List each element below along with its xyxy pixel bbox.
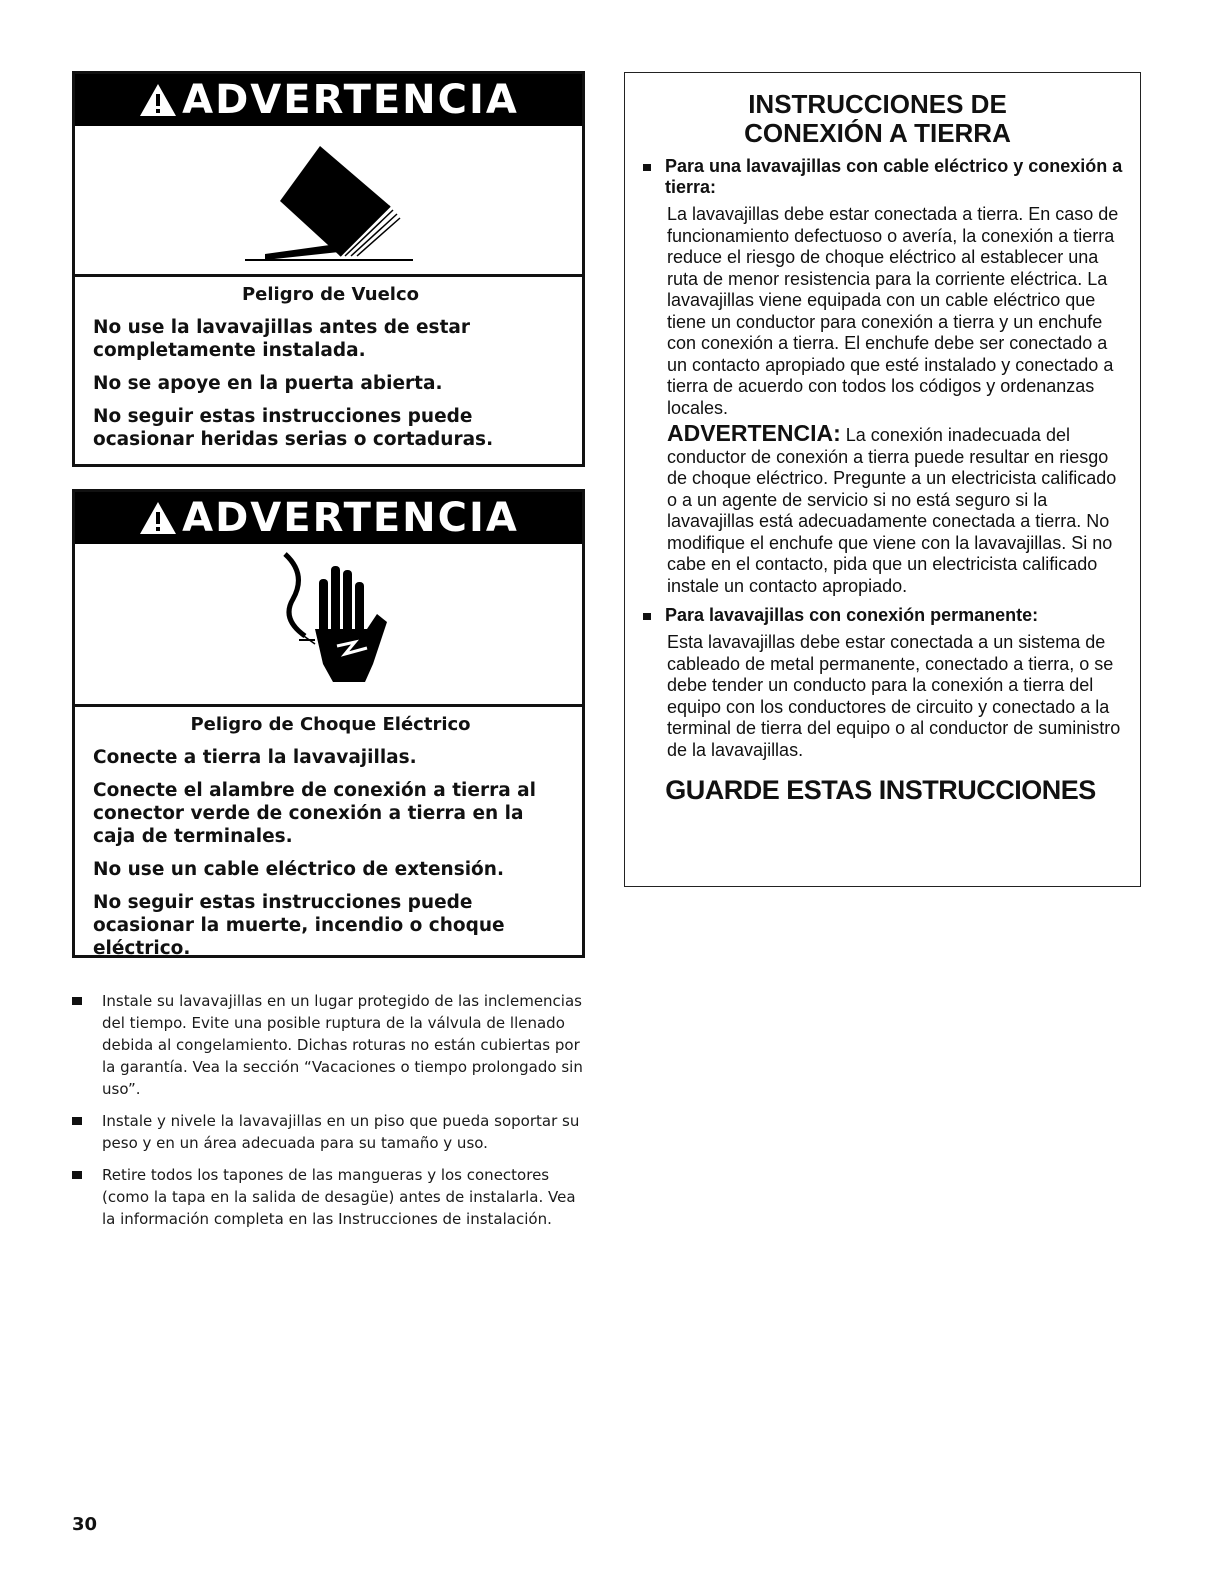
bullet-icon — [72, 1171, 82, 1179]
grounding-item-body: La lavavajillas debe estar conectada a tierra. En caso de funcionamiento defectuoso o avería, la conexión a tierra reduce el riesgo de choque eléctrico al establecer una ruta de menor resistencia para la corriente eléctrica. La lavavajillas viene equipada con un cable eléctrico que tiene un conductor para conexión a tierra y un enchufe con conexión a tierra. El enchufe debe ser conectado a un contacto apropiado que esté instalado y conectado a tierra de acuerdo con todos los códigos y ordenanzas locales. — [667, 204, 1119, 418]
grounding-title-line: INSTRUCCIONES DE — [748, 89, 1007, 119]
list-item — [72, 990, 587, 1100]
grounding-instructions-box — [624, 72, 1141, 887]
warning-title: ADVERTENCIA — [182, 495, 519, 541]
grounding-warning-text: La conexión inadecuada del conductor de conexión a tierra puede resultar en riesgo de choque eléctrico. Pregunte a un electricista calificado o a un agente de servicio si no está seguro si la lavavajillas está adecuadamente conectada a tierra. No modifique el enchufe que viene con la lavavajillas. Si no cabe en el contacto, pida que un electricista calificado instale un contacto apropiado. — [667, 425, 1117, 596]
grounding-item-heading: Para una lavavajillas con cable eléctrico y conexión a tierra: — [665, 156, 1123, 197]
warning-title: ADVERTENCIA — [182, 77, 519, 123]
warning-caption: Peligro de Vuelco — [241, 284, 419, 305]
warning-line: No seguir estas instrucciones puede ocasionar heridas serias o cortaduras. — [93, 406, 494, 450]
grounding-title-line: CONEXIÓN A TIERRA — [744, 118, 1011, 148]
grounding-item-body: Esta lavavajillas debe estar conectada a un sistema de cableado de metal permanente, conectado a tierra, o se debe tender un conducto para la conexión a tierra del equipo con los conductores de circuito y conectado a la terminal de tierra del equipo o al conductor de suministro de la lavavajillas. — [667, 632, 1121, 760]
installation-notes-list — [72, 990, 587, 1240]
warning-caption: Peligro de Choque Eléctrico — [190, 714, 471, 735]
bullet-icon — [643, 164, 651, 171]
bullet-icon — [72, 1117, 82, 1125]
warning-line: Conecte a tierra la lavavajillas. — [93, 747, 417, 768]
electric-shock-hand-icon — [75, 544, 582, 704]
grounding-warning-paragraph — [667, 420, 1126, 597]
bullet-icon — [72, 997, 82, 1005]
tip-over-art — [75, 126, 582, 277]
list-item — [72, 1110, 587, 1154]
grounding-item-heading: Para lavavajillas con conexión permanente: — [665, 605, 1039, 625]
tip-over-warning-box — [72, 71, 585, 467]
warning-line: No use un cable eléctrico de extensión. — [93, 859, 504, 880]
list-item-text: Instale su lavavajillas en un lugar protegido de las inclemencias del tiempo. Evite una posible ruptura de la válvula de llenado debida al congelamiento. Dichas roturas no están cubiertas por la garantía. Vea la sección “Vacaciones o tiempo prolongado sin uso”. — [102, 992, 583, 1098]
page-number: 30 — [72, 1514, 98, 1535]
warning-line: No se apoye en la puerta abierta. — [93, 373, 443, 394]
list-item-text: Retire todos los tapones de las mangueras y los conectores (como la tapa en la salida de desagüe) antes de instalarla. Vea la información completa en las Instrucciones de instalación. — [102, 1166, 576, 1228]
list-item-text: Instale y nivele la lavavajillas en un piso que pueda soportar su peso y en un área adecuada para su tamaño y uso. — [102, 1112, 580, 1152]
grounding-title — [625, 90, 1140, 148]
warning-body — [75, 277, 582, 471]
grounding-warning-label: ADVERTENCIA: — [667, 420, 841, 446]
warning-body — [75, 707, 582, 980]
warning-line: No seguir estas instrucciones puede ocasionar la muerte, incendio o choque eléctrico. — [93, 892, 505, 959]
warning-header — [75, 74, 582, 126]
bullet-icon — [643, 613, 651, 620]
save-instructions-heading: GUARDE ESTAS INSTRUCCIONES — [665, 775, 1096, 805]
list-item — [72, 1164, 587, 1230]
warning-triangle-icon — [138, 500, 178, 536]
grounding-item-corded — [643, 156, 1128, 198]
electric-shock-warning-box — [72, 489, 585, 958]
warning-header — [75, 492, 582, 544]
grounding-item-permanent — [643, 605, 1128, 626]
shock-art — [75, 544, 582, 707]
warning-line: Conecte el alambre de conexión a tierra al conector verde de conexión a tierra en la caja de terminales. — [93, 780, 536, 847]
tip-over-hazard-icon — [75, 126, 582, 274]
warning-triangle-icon — [138, 82, 178, 118]
warning-line: No use la lavavajillas antes de estar completamente instalada. — [93, 317, 471, 361]
